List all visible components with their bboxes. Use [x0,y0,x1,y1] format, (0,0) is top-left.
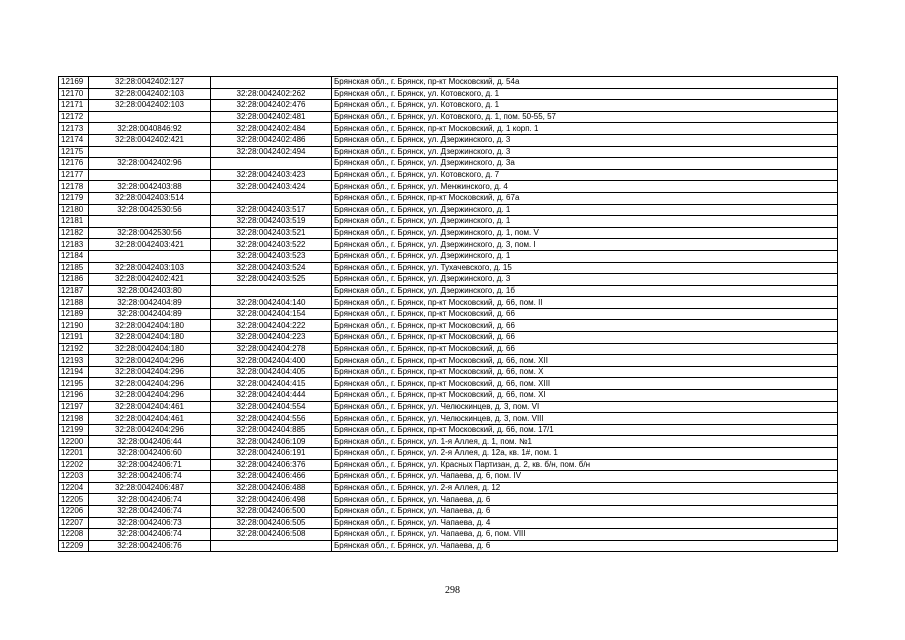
object-cadastral-number-cell: 32:28:0042404:223 [211,332,332,344]
object-cadastral-number-cell: 32:28:0042403:519 [211,216,332,228]
row-number-cell: 12209 [59,540,89,552]
object-cadastral-number-cell [211,285,332,297]
table-row [59,88,838,100]
object-cadastral-number-cell: 32:28:0042406:508 [211,529,332,541]
object-cadastral-number-cell: 32:28:0042403:521 [211,227,332,239]
row-number-cell: 12196 [59,390,89,402]
address-cell: Брянская обл., г. Брянск, ул. Чапаева, д. 6 [332,505,838,517]
row-number-cell: 12175 [59,146,89,158]
row-number-cell: 12205 [59,494,89,506]
table-row [59,134,838,146]
table-row [59,100,838,112]
address-cell: Брянская обл., г. Брянск, ул. Дзержинского, д. 1б [332,285,838,297]
row-number-cell: 12174 [59,134,89,146]
address-cell: Брянская обл., г. Брянск, пр-кт Московский, д. 1 корп. 1 [332,123,838,135]
row-number-cell: 12187 [59,285,89,297]
object-cadastral-number-cell: 32:28:0042406:109 [211,436,332,448]
address-cell: Брянская обл., г. Брянск, пр-кт Московский, д. 66, пом. XI [332,390,838,402]
address-cell: Брянская обл., г. Брянск, ул. Челюскинцев, д. 3, пом. VI [332,401,838,413]
land-cadastral-number-cell [89,216,211,228]
row-number-cell: 12181 [59,216,89,228]
land-cadastral-number-cell: 32:28:0042406:71 [89,459,211,471]
land-cadastral-number-cell: 32:28:0042530:56 [89,204,211,216]
address-cell: Брянская обл., г. Брянск, пр-кт Московский, д. 66, пом. II [332,297,838,309]
object-cadastral-number-cell: 32:28:0042403:524 [211,262,332,274]
row-number-cell: 12207 [59,517,89,529]
table-row [59,459,838,471]
row-number-cell: 12170 [59,88,89,100]
table-row [59,285,838,297]
object-cadastral-number-cell [211,77,332,89]
object-cadastral-number-cell: 32:28:0042403:424 [211,181,332,193]
land-cadastral-number-cell: 32:28:0042406:73 [89,517,211,529]
row-number-cell: 12176 [59,158,89,170]
address-cell: Брянская обл., г. Брянск, пр-кт Московский, д. 66, пом. 17/1 [332,424,838,436]
table-row [59,413,838,425]
row-number-cell: 12202 [59,459,89,471]
row-number-cell: 12188 [59,297,89,309]
address-cell: Брянская обл., г. Брянск, ул. Котовского, д. 1, пом. 50-55, 57 [332,111,838,123]
table-row [59,308,838,320]
address-cell: Брянская обл., г. Брянск, ул. Котовского, д. 7 [332,169,838,181]
row-number-cell: 12191 [59,332,89,344]
object-cadastral-number-cell: 32:28:0042406:498 [211,494,332,506]
object-cadastral-number-cell: 32:28:0042403:525 [211,274,332,286]
table-row [59,77,838,89]
object-cadastral-number-cell: 32:28:0042404:405 [211,366,332,378]
address-cell: Брянская обл., г. Брянск, ул. Чапаева, д. 6 [332,540,838,552]
object-cadastral-number-cell: 32:28:0042404:415 [211,378,332,390]
address-cell: Брянская обл., г. Брянск, ул. Чапаева, д. 4 [332,517,838,529]
row-number-cell: 12201 [59,448,89,460]
table-row [59,146,838,158]
table-row [59,424,838,436]
object-cadastral-number-cell: 32:28:0042403:423 [211,169,332,181]
land-cadastral-number-cell: 32:28:0042404:180 [89,343,211,355]
object-cadastral-number-cell: 32:28:0042406:488 [211,482,332,494]
address-cell: Брянская обл., г. Брянск, ул. 2-я Аллея, д. 12а, кв. 1#, пом. 1 [332,448,838,460]
table-row [59,482,838,494]
land-cadastral-number-cell: 32:28:0042402:127 [89,77,211,89]
object-cadastral-number-cell: 32:28:0042402:486 [211,134,332,146]
row-number-cell: 12183 [59,239,89,251]
object-cadastral-number-cell: 32:28:0042404:140 [211,297,332,309]
row-number-cell: 12194 [59,366,89,378]
object-cadastral-number-cell: 32:28:0042404:554 [211,401,332,413]
land-cadastral-number-cell: 32:28:0042404:461 [89,413,211,425]
table-row [59,332,838,344]
land-cadastral-number-cell: 32:28:0042406:60 [89,448,211,460]
land-cadastral-number-cell: 32:28:0042404:89 [89,308,211,320]
object-cadastral-number-cell: 32:28:0042404:278 [211,343,332,355]
address-cell: Брянская обл., г. Брянск, пр-кт Московский, д. 66, пом. X [332,366,838,378]
row-number-cell: 12197 [59,401,89,413]
object-cadastral-number-cell: 32:28:0042406:505 [211,517,332,529]
address-cell: Брянская обл., г. Брянск, ул. Чапаева, д. 6, пом. VIII [332,529,838,541]
object-cadastral-number-cell: 32:28:0042404:400 [211,355,332,367]
address-cell: Брянская обл., г. Брянск, пр-кт Московский, д. 67а [332,192,838,204]
table-row [59,436,838,448]
land-cadastral-number-cell: 32:28:0042404:296 [89,390,211,402]
object-cadastral-number-cell: 32:28:0042403:523 [211,250,332,262]
row-number-cell: 12182 [59,227,89,239]
object-cadastral-number-cell [211,192,332,204]
address-cell: Брянская обл., г. Брянск, ул. Котовского, д. 1 [332,100,838,112]
table-row [59,343,838,355]
table-row [59,297,838,309]
table-row [59,494,838,506]
row-number-cell: 12208 [59,529,89,541]
table-row [59,505,838,517]
address-cell: Брянская обл., г. Брянск, ул. Котовского, д. 1 [332,88,838,100]
object-cadastral-number-cell: 32:28:0042403:522 [211,239,332,251]
table-row [59,192,838,204]
row-number-cell: 12169 [59,77,89,89]
row-number-cell: 12179 [59,192,89,204]
address-cell: Брянская обл., г. Брянск, пр-кт Московский, д. 54а [332,77,838,89]
object-cadastral-number-cell: 32:28:0042402:481 [211,111,332,123]
table-row [59,123,838,135]
address-cell: Брянская обл., г. Брянск, пр-кт Московский, д. 66 [332,332,838,344]
address-cell: Брянская обл., г. Брянск, ул. Дзержинского, д. 1, пом. V [332,227,838,239]
table-row [59,169,838,181]
page-number: 298 [445,585,460,596]
land-cadastral-number-cell: 32:28:0042404:180 [89,332,211,344]
address-cell: Брянская обл., г. Брянск, ул. Менжинского, д. 4 [332,181,838,193]
table-row [59,390,838,402]
object-cadastral-number-cell [211,540,332,552]
object-cadastral-number-cell: 32:28:0042403:517 [211,204,332,216]
land-cadastral-number-cell: 32:28:0042402:103 [89,88,211,100]
object-cadastral-number-cell: 32:28:0042404:154 [211,308,332,320]
row-number-cell: 12189 [59,308,89,320]
address-cell: Брянская обл., г. Брянск, ул. Дзержинского, д. 3а [332,158,838,170]
land-cadastral-number-cell: 32:28:0042404:296 [89,378,211,390]
address-cell: Брянская обл., г. Брянск, ул. 1-я Аллея, д. 1, пом. №1 [332,436,838,448]
land-cadastral-number-cell: 32:28:0042403:103 [89,262,211,274]
address-cell: Брянская обл., г. Брянск, пр-кт Московский, д. 66 [332,308,838,320]
land-cadastral-number-cell: 32:28:0040846:92 [89,123,211,135]
table-row [59,517,838,529]
row-number-cell: 12190 [59,320,89,332]
land-cadastral-number-cell [89,250,211,262]
table-row [59,320,838,332]
row-number-cell: 12178 [59,181,89,193]
land-cadastral-number-cell: 32:28:0042402:103 [89,100,211,112]
table-row [59,378,838,390]
row-number-cell: 12193 [59,355,89,367]
table-row [59,401,838,413]
row-number-cell: 12200 [59,436,89,448]
address-cell: Брянская обл., г. Брянск, пр-кт Московский, д. 66 [332,343,838,355]
address-cell: Брянская обл., г. Брянск, ул. Чапаева, д. 6 [332,494,838,506]
table-row [59,158,838,170]
row-number-cell: 12180 [59,204,89,216]
land-cadastral-number-cell: 32:28:0042402:421 [89,134,211,146]
address-cell: Брянская обл., г. Брянск, ул. Красных Партизан, д. 2, кв. б/н, пом. б/н [332,459,838,471]
land-cadastral-number-cell: 32:28:0042404:180 [89,320,211,332]
row-number-cell: 12177 [59,169,89,181]
object-cadastral-number-cell: 32:28:0042406:376 [211,459,332,471]
land-cadastral-number-cell: 32:28:0042403:80 [89,285,211,297]
land-cadastral-number-cell: 32:28:0042404:296 [89,424,211,436]
land-cadastral-number-cell: 32:28:0042406:487 [89,482,211,494]
object-cadastral-number-cell: 32:28:0042402:262 [211,88,332,100]
object-cadastral-number-cell: 32:28:0042406:191 [211,448,332,460]
table-body [59,77,838,552]
row-number-cell: 12192 [59,343,89,355]
table-row [59,471,838,483]
address-cell: Брянская обл., г. Брянск, ул. Чапаева, д. 6, пом. IV [332,471,838,483]
row-number-cell: 12203 [59,471,89,483]
address-cell: Брянская обл., г. Брянск, ул. Дзержинского, д. 1 [332,250,838,262]
land-cadastral-number-cell: 32:28:0042403:514 [89,192,211,204]
object-cadastral-number-cell: 32:28:0042404:222 [211,320,332,332]
land-cadastral-number-cell: 32:28:0042404:89 [89,297,211,309]
object-cadastral-number-cell: 32:28:0042404:885 [211,424,332,436]
address-cell: Брянская обл., г. Брянск, пр-кт Московский, д. 66, пом. XII [332,355,838,367]
table-row [59,448,838,460]
address-cell: Брянская обл., г. Брянск, ул. Дзержинского, д. 3 [332,146,838,158]
land-cadastral-number-cell [89,111,211,123]
table-row [59,262,838,274]
land-cadastral-number-cell [89,169,211,181]
land-cadastral-number-cell: 32:28:0042404:461 [89,401,211,413]
table-row [59,111,838,123]
land-cadastral-number-cell: 32:28:0042406:76 [89,540,211,552]
row-number-cell: 12185 [59,262,89,274]
address-cell: Брянская обл., г. Брянск, ул. Тухачевского, д. 15 [332,262,838,274]
table-row [59,529,838,541]
object-cadastral-number-cell: 32:28:0042402:476 [211,100,332,112]
land-cadastral-number-cell: 32:28:0042402:96 [89,158,211,170]
table-row [59,239,838,251]
object-cadastral-number-cell: 32:28:0042406:466 [211,471,332,483]
object-cadastral-number-cell: 32:28:0042402:484 [211,123,332,135]
row-number-cell: 12199 [59,424,89,436]
object-cadastral-number-cell: 32:28:0042406:500 [211,505,332,517]
object-cadastral-number-cell: 32:28:0042404:556 [211,413,332,425]
row-number-cell: 12198 [59,413,89,425]
table-row [59,250,838,262]
table-row [59,204,838,216]
land-cadastral-number-cell: 32:28:0042406:74 [89,471,211,483]
table-row [59,227,838,239]
land-cadastral-number-cell: 32:28:0042402:421 [89,274,211,286]
table-row [59,540,838,552]
property-register-table [58,76,838,552]
table-row [59,216,838,228]
row-number-cell: 12186 [59,274,89,286]
land-cadastral-number-cell: 32:28:0042406:44 [89,436,211,448]
land-cadastral-number-cell: 32:28:0042403:421 [89,239,211,251]
row-number-cell: 12184 [59,250,89,262]
address-cell: Брянская обл., г. Брянск, пр-кт Московский, д. 66 [332,320,838,332]
table-row [59,274,838,286]
address-cell: Брянская обл., г. Брянск, ул. Челюскинцев, д. 3, пом. VIII [332,413,838,425]
land-cadastral-number-cell: 32:28:0042404:296 [89,355,211,367]
address-cell: Брянская обл., г. Брянск, пр-кт Московский, д. 66, пом. XIII [332,378,838,390]
land-cadastral-number-cell: 32:28:0042530:56 [89,227,211,239]
address-cell: Брянская обл., г. Брянск, ул. Дзержинского, д. 3 [332,134,838,146]
land-cadastral-number-cell: 32:28:0042406:74 [89,529,211,541]
address-cell: Брянская обл., г. Брянск, ул. Дзержинского, д. 1 [332,216,838,228]
address-cell: Брянская обл., г. Брянск, ул. 2-я Аллея, д. 12 [332,482,838,494]
table-row [59,355,838,367]
address-cell: Брянская обл., г. Брянск, ул. Дзержинского, д. 3, пом. I [332,239,838,251]
land-cadastral-number-cell: 32:28:0042403:88 [89,181,211,193]
row-number-cell: 12171 [59,100,89,112]
land-cadastral-number-cell: 32:28:0042404:296 [89,366,211,378]
land-cadastral-number-cell: 32:28:0042406:74 [89,494,211,506]
object-cadastral-number-cell: 32:28:0042402:494 [211,146,332,158]
table-row [59,181,838,193]
table-row [59,366,838,378]
object-cadastral-number-cell: 32:28:0042404:444 [211,390,332,402]
address-cell: Брянская обл., г. Брянск, ул. Дзержинского, д. 1 [332,204,838,216]
row-number-cell: 12204 [59,482,89,494]
land-cadastral-number-cell: 32:28:0042406:74 [89,505,211,517]
row-number-cell: 12173 [59,123,89,135]
land-cadastral-number-cell [89,146,211,158]
address-cell: Брянская обл., г. Брянск, ул. Дзержинского, д. 3 [332,274,838,286]
row-number-cell: 12172 [59,111,89,123]
object-cadastral-number-cell [211,158,332,170]
row-number-cell: 12206 [59,505,89,517]
row-number-cell: 12195 [59,378,89,390]
